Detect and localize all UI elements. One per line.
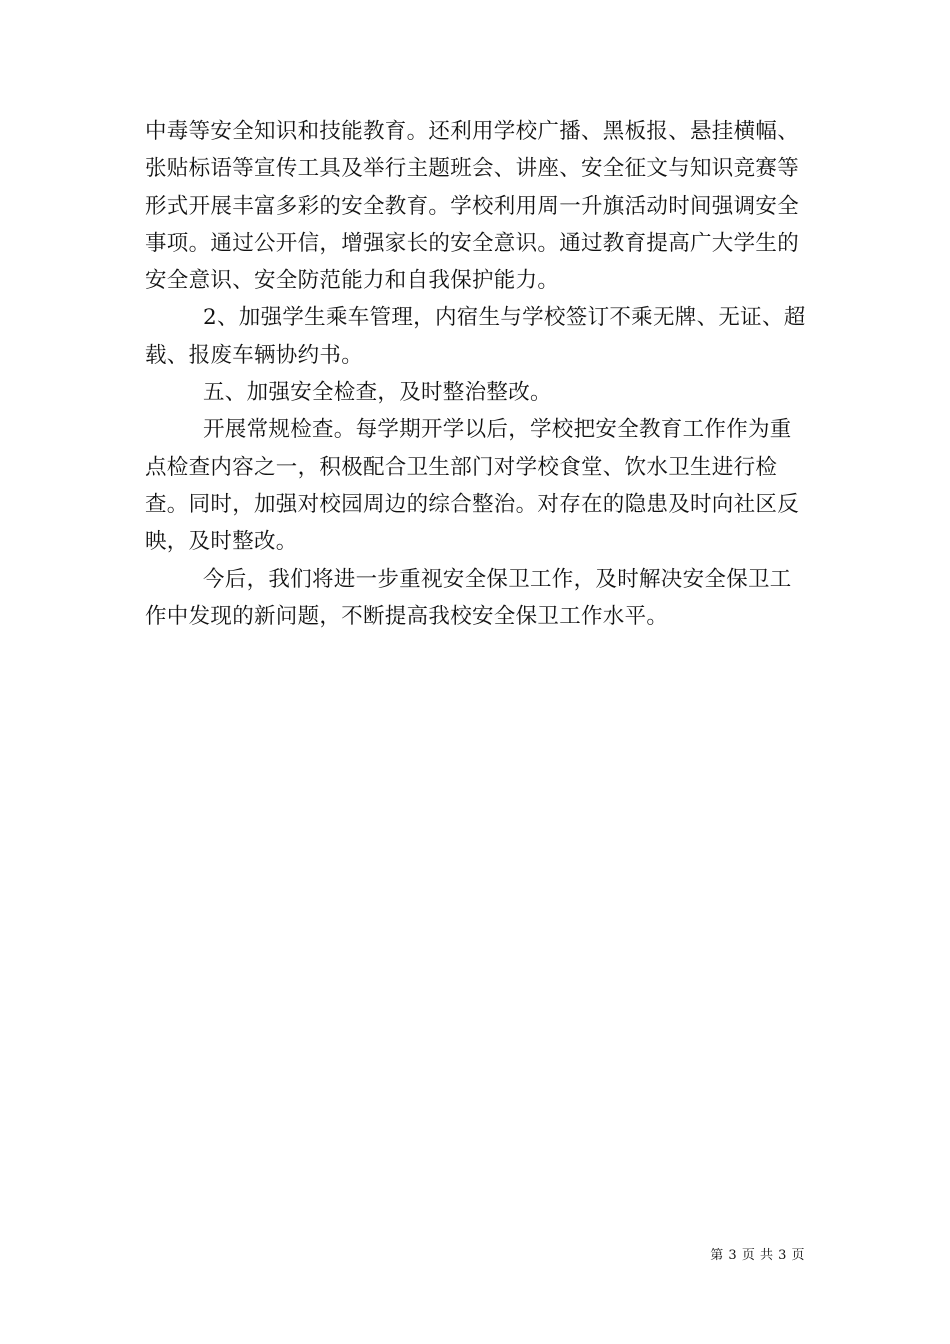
section-heading-safety-inspection: 五、加强安全检查，及时整治整改。 bbox=[203, 380, 552, 406]
page-number: 第 3 页 共 3 页 bbox=[710, 1248, 805, 1263]
paragraph-conclusion: 今后，我们将进一步重视安全保卫工作，及时解决安全保卫工作中发现的新问题，不断提高我校安全保卫工作水平。 bbox=[145, 566, 792, 629]
document-body bbox=[145, 113, 813, 635]
paragraph-routine-inspection: 开展常规检查。每学期开学以后，学校把安全教育工作作为重点检查内容之一，积极配合卫生部门对学校食堂、饮水卫生进行检查。同时，加强对校园周边的综合整治。对存在的隐患及时向社区反映，及时整改。 bbox=[145, 417, 800, 555]
paragraph-continuation: 中毒等安全知识和技能教育。还利用学校广播、黑板报、悬挂横幅、张贴标语等宣传工具及举行主题班会、讲座、安全征文与知识竞赛等形式开展丰富多彩的安全教育。学校利用周一升旗活动时间强调安全事项。通过公开信，增强家长的安全意识。通过教育提高广大学生的安全意识、安全防范能力和自我保护能力。 bbox=[145, 119, 800, 294]
paragraph-vehicle-management: 2、加强学生乘车管理，内宿生与学校签订不乘无牌、无证、超载、报废车辆协约书。 bbox=[145, 305, 806, 368]
